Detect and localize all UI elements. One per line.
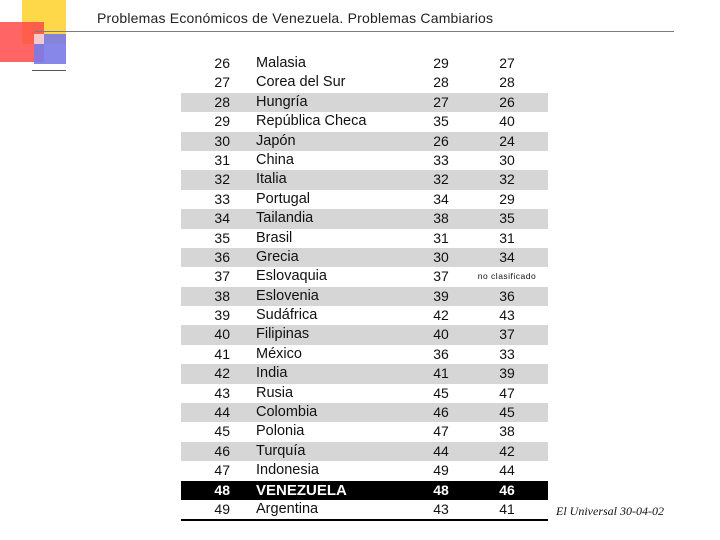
rank-cell: 45 bbox=[214, 423, 230, 440]
value-cell-2: 39 bbox=[499, 365, 515, 382]
rank-cell: 31 bbox=[214, 151, 230, 168]
table-row-highlighted bbox=[181, 481, 548, 500]
value-cell-1: 49 bbox=[433, 462, 449, 479]
value-cell-2: 27 bbox=[499, 55, 515, 71]
table-row bbox=[181, 190, 548, 209]
country-cell: VENEZUELA bbox=[256, 481, 347, 499]
value-cell-1: 38 bbox=[433, 210, 449, 227]
rank-cell: 38 bbox=[214, 287, 230, 304]
rank-cell: 28 bbox=[214, 93, 230, 110]
country-cell: Corea del Sur bbox=[256, 74, 346, 91]
table-row bbox=[181, 93, 548, 112]
country-cell: Sudáfrica bbox=[256, 307, 318, 324]
rank-cell: 47 bbox=[214, 462, 230, 479]
value-cell-2: 29 bbox=[499, 190, 515, 207]
value-cell-1: 36 bbox=[433, 345, 449, 362]
country-cell: Polonia bbox=[256, 423, 305, 440]
value-cell-2: 26 bbox=[499, 93, 515, 110]
page-title: Problemas Económicos de Venezuela. Problemas Cambiarios bbox=[97, 10, 494, 26]
table-row bbox=[181, 287, 548, 306]
decor-short-line bbox=[32, 70, 66, 71]
country-cell: Argentina bbox=[256, 500, 319, 517]
value-cell-1: 40 bbox=[433, 326, 449, 343]
value-cell-1: 46 bbox=[433, 404, 449, 421]
value-cell-1: 28 bbox=[433, 74, 449, 91]
rank-cell: 48 bbox=[214, 481, 230, 498]
country-cell: China bbox=[256, 151, 294, 168]
value-cell-1: 39 bbox=[433, 287, 449, 304]
value-cell-1: 45 bbox=[433, 384, 449, 401]
rank-cell: 27 bbox=[214, 74, 230, 91]
table-row bbox=[181, 229, 548, 248]
rank-cell: 37 bbox=[214, 268, 230, 285]
decor-pink-square bbox=[34, 34, 44, 44]
table-row bbox=[181, 151, 548, 170]
value-cell-2: 43 bbox=[499, 307, 515, 324]
table-row bbox=[181, 384, 548, 403]
country-cell: Turquía bbox=[256, 442, 306, 459]
country-cell: Eslovenia bbox=[256, 287, 319, 304]
country-cell: Eslovaquia bbox=[256, 268, 327, 285]
rank-cell: 44 bbox=[214, 404, 230, 421]
value-cell-2: 33 bbox=[499, 345, 515, 362]
rank-cell: 39 bbox=[214, 307, 230, 324]
table-row bbox=[181, 267, 548, 286]
value-cell-1: 30 bbox=[433, 248, 449, 265]
value-cell-2: 40 bbox=[499, 113, 515, 130]
country-cell: Indonesia bbox=[256, 462, 319, 479]
table-row bbox=[181, 325, 548, 344]
table-row bbox=[181, 112, 548, 131]
table-row bbox=[181, 403, 548, 422]
value-cell-2: 28 bbox=[499, 74, 515, 91]
rank-cell: 32 bbox=[214, 171, 230, 188]
value-cell-1: 33 bbox=[433, 151, 449, 168]
value-cell-2: 46 bbox=[499, 481, 515, 498]
rank-cell: 30 bbox=[214, 132, 230, 149]
table-row bbox=[181, 364, 548, 383]
country-cell: Colombia bbox=[256, 404, 318, 421]
rank-cell: 46 bbox=[214, 442, 230, 459]
rank-cell: 26 bbox=[214, 55, 230, 71]
table-row bbox=[181, 209, 548, 228]
country-cell: Italia bbox=[256, 171, 287, 188]
value-cell-1: 37 bbox=[433, 268, 449, 285]
country-cell: Brasil bbox=[256, 229, 293, 246]
value-cell-2: 36 bbox=[499, 287, 515, 304]
value-cell-1: 48 bbox=[433, 481, 449, 498]
value-cell-1: 35 bbox=[433, 113, 449, 130]
rank-cell: 33 bbox=[214, 190, 230, 207]
rank-cell: 35 bbox=[214, 229, 230, 246]
rank-cell: 40 bbox=[214, 326, 230, 343]
rank-cell: 29 bbox=[214, 113, 230, 130]
value-cell-2: 44 bbox=[499, 462, 515, 479]
source-caption: El Universal 30-04-02 bbox=[556, 504, 664, 518]
country-cell: Hungría bbox=[256, 93, 308, 110]
table-row bbox=[181, 54, 548, 73]
table-row bbox=[181, 461, 548, 480]
country-cell: México bbox=[256, 345, 302, 362]
country-cell: República Checa bbox=[256, 113, 367, 130]
table-row bbox=[181, 132, 548, 151]
value-cell-2: no clasificado bbox=[477, 271, 537, 282]
value-cell-2: 38 bbox=[499, 423, 515, 440]
rank-cell: 49 bbox=[214, 500, 230, 517]
value-cell-1: 47 bbox=[433, 423, 449, 440]
rank-cell: 42 bbox=[214, 365, 230, 382]
value-cell-2: 42 bbox=[499, 442, 515, 459]
value-cell-2: 37 bbox=[499, 326, 515, 343]
value-cell-2: 45 bbox=[499, 404, 515, 421]
table-row bbox=[181, 248, 548, 267]
value-cell-2: 34 bbox=[499, 248, 515, 265]
value-cell-2: 41 bbox=[499, 500, 515, 517]
value-cell-2: 30 bbox=[499, 151, 515, 168]
title-divider bbox=[34, 31, 674, 32]
table-row bbox=[181, 442, 548, 461]
value-cell-1: 29 bbox=[433, 55, 449, 71]
value-cell-1: 32 bbox=[433, 171, 449, 188]
value-cell-1: 27 bbox=[433, 93, 449, 110]
table-row bbox=[181, 73, 548, 92]
ranking-table bbox=[181, 54, 548, 521]
value-cell-2: 31 bbox=[499, 229, 515, 246]
country-cell: Malasia bbox=[256, 55, 306, 71]
rank-cell: 43 bbox=[214, 384, 230, 401]
value-cell-1: 26 bbox=[433, 132, 449, 149]
country-cell: India bbox=[256, 365, 288, 382]
rank-cell: 41 bbox=[214, 345, 230, 362]
table-row bbox=[181, 500, 548, 519]
country-cell: Filipinas bbox=[256, 326, 310, 343]
value-cell-2: 35 bbox=[499, 210, 515, 227]
value-cell-2: 24 bbox=[499, 132, 515, 149]
country-cell: Grecia bbox=[256, 248, 299, 265]
table-row bbox=[181, 422, 548, 441]
value-cell-1: 31 bbox=[433, 229, 449, 246]
value-cell-1: 34 bbox=[433, 190, 449, 207]
country-cell: Rusia bbox=[256, 384, 294, 401]
country-cell: Tailandia bbox=[256, 210, 314, 227]
value-cell-1: 43 bbox=[433, 500, 449, 517]
value-cell-2: 32 bbox=[499, 171, 515, 188]
table-row bbox=[181, 306, 548, 325]
value-cell-1: 42 bbox=[433, 307, 449, 324]
country-cell: Portugal bbox=[256, 190, 311, 207]
value-cell-1: 41 bbox=[433, 365, 449, 382]
table-row bbox=[181, 345, 548, 364]
country-cell: Japón bbox=[256, 132, 296, 149]
rank-cell: 36 bbox=[214, 248, 230, 265]
value-cell-1: 44 bbox=[433, 442, 449, 459]
rank-cell: 34 bbox=[214, 210, 230, 227]
value-cell-2: 47 bbox=[499, 384, 515, 401]
table-row bbox=[181, 170, 548, 189]
